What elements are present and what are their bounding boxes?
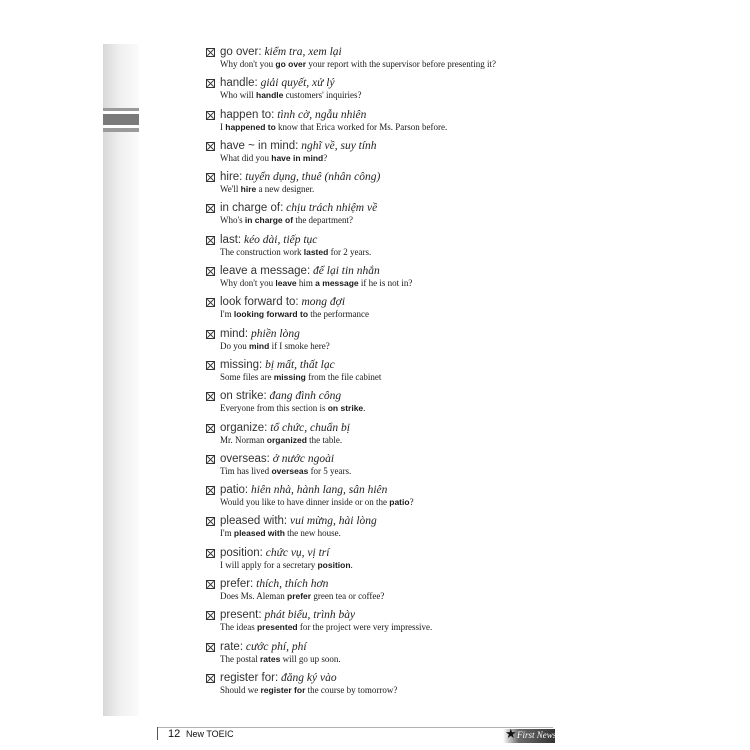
vocab-entry	[206, 264, 666, 295]
example-sentence	[220, 403, 666, 414]
vocab-entry	[206, 671, 666, 702]
example-keyword: on strike	[327, 403, 364, 414]
checkbox-cross-icon	[206, 111, 215, 120]
vocab-entry	[206, 608, 666, 639]
example-keyword: prefer	[287, 591, 312, 602]
vocab-heading	[220, 327, 666, 341]
vocab-meaning: chịu trách nhiệm về	[286, 202, 378, 215]
checkbox-cross-icon	[206, 455, 215, 464]
example-text: if I smoke here?	[269, 340, 330, 351]
example-text: green tea or coffee?	[311, 591, 385, 602]
example-sentence	[220, 184, 666, 195]
example-text: Tim has lived	[220, 465, 272, 476]
vocab-meaning: hiên nhà, hành lang, sân hiên	[251, 484, 388, 497]
example-sentence	[220, 497, 666, 508]
vocab-entry	[206, 452, 666, 483]
vocab-heading	[220, 389, 666, 403]
example-keyword: lasted	[303, 246, 329, 257]
vocab-entry	[206, 546, 666, 577]
example-text: I will apply for a secretary	[220, 559, 318, 570]
checkbox-cross-icon	[206, 580, 215, 589]
example-text: The construction work	[220, 246, 304, 257]
vocab-term: present:	[220, 609, 262, 622]
vocab-entry	[206, 483, 666, 514]
vocab-entry	[206, 640, 666, 671]
vocab-heading	[220, 421, 666, 435]
vocab-heading	[220, 608, 666, 622]
vocab-term: organize:	[220, 421, 268, 434]
example-text: your report with the supervisor before presenting it?	[306, 59, 497, 69]
example-text: Everyone from this section is	[220, 403, 328, 414]
vocab-meaning: ở nước ngoài	[272, 452, 335, 465]
vocab-meaning: phát biểu, trình bày	[264, 609, 356, 622]
example-keyword: presented	[256, 622, 298, 633]
example-text: will go up soon.	[280, 653, 341, 664]
example-keyword: in charge of	[244, 215, 294, 226]
vocab-term: overseas:	[220, 452, 270, 465]
example-sentence	[220, 247, 666, 258]
vocab-meaning: thích, thích hơn	[256, 578, 329, 591]
example-text: Should we	[220, 684, 261, 695]
vocab-term: register for:	[220, 671, 279, 684]
vocab-meaning: kiểm tra, xem lại	[264, 46, 342, 58]
vocab-entry	[206, 76, 666, 107]
example-text: Some files are	[220, 371, 274, 382]
vocab-heading	[220, 76, 666, 90]
vocab-heading	[220, 546, 666, 560]
example-keyword: have in mind	[271, 152, 324, 163]
example-text: the new house.	[284, 528, 341, 539]
vocab-heading	[220, 201, 666, 215]
vocab-meaning: đăng ký vào	[281, 671, 337, 684]
example-sentence	[220, 654, 666, 665]
vocab-term: on strike:	[220, 390, 267, 403]
example-keyword: happened to	[225, 121, 276, 132]
vocab-term: leave a message:	[220, 265, 311, 278]
example-sentence	[220, 309, 666, 320]
checkbox-cross-icon	[206, 611, 215, 620]
example-sentence	[220, 528, 666, 539]
checkbox-cross-icon	[206, 549, 215, 558]
checkbox-cross-icon	[206, 361, 215, 370]
vocab-heading	[220, 577, 666, 591]
example-text: the course by tomorrow?	[305, 684, 398, 695]
vocab-meaning: chức vụ, vị trí	[265, 546, 330, 559]
example-keyword: handle	[256, 90, 284, 101]
example-text: I'm	[220, 309, 234, 320]
page-number: 12	[168, 728, 181, 740]
checkbox-cross-icon	[206, 517, 215, 526]
checkbox-cross-icon	[206, 79, 215, 88]
example-text: ?	[323, 152, 328, 163]
side-margin-strip	[103, 44, 139, 716]
checkbox-cross-icon	[206, 674, 215, 683]
vocab-meaning: phiền lòng	[251, 327, 300, 340]
vocab-meaning: tổ chức, chuẩn bị	[270, 421, 350, 434]
vocab-term: look forward to:	[220, 296, 299, 309]
footer-rule	[157, 727, 553, 728]
example-keyword: position	[317, 559, 351, 570]
checkbox-cross-icon	[206, 204, 215, 213]
vocab-term: happen to:	[220, 108, 275, 121]
example-text: .	[350, 559, 353, 570]
vocab-meaning: để lại tin nhắn	[313, 265, 380, 278]
vocab-term: prefer:	[220, 578, 254, 591]
vocab-heading	[220, 139, 666, 153]
example-keyword: hire	[240, 184, 257, 195]
example-text: for the project were very impressive.	[297, 622, 433, 633]
example-text: The ideas	[220, 622, 257, 633]
example-text: the department?	[293, 215, 354, 226]
example-sentence	[220, 466, 666, 477]
vocab-heading	[220, 264, 666, 278]
example-text: The postal	[220, 653, 260, 664]
vocab-heading	[220, 233, 666, 247]
example-sentence	[220, 153, 666, 164]
example-keyword: pleased with	[233, 528, 285, 539]
example-text: Who will	[220, 90, 256, 101]
vocab-heading	[220, 483, 666, 497]
example-text: I'm	[220, 528, 234, 539]
vocab-entry	[206, 139, 666, 170]
vocabulary-list	[206, 45, 666, 702]
star-icon: ★	[505, 726, 517, 741]
vocab-heading	[220, 358, 666, 372]
example-sentence	[220, 59, 666, 70]
example-text: for 5 years.	[308, 465, 352, 476]
vocab-meaning: bị mất, thất lạc	[265, 358, 335, 371]
example-sentence	[220, 90, 666, 101]
example-text: Does Ms. Aleman	[220, 591, 287, 602]
example-keyword: organized	[266, 434, 307, 445]
vocab-term: pleased with:	[220, 515, 288, 528]
vocab-term: rate:	[220, 640, 244, 653]
vocab-term: in charge of:	[220, 202, 284, 215]
example-text: the performance	[308, 309, 369, 320]
example-text: Mr. Norman	[220, 434, 267, 445]
vocab-heading	[220, 640, 666, 654]
vocab-entry	[206, 108, 666, 139]
vocab-heading	[220, 45, 666, 59]
example-text: from the file cabinet	[305, 371, 382, 382]
publisher-logo	[503, 726, 557, 743]
checkbox-cross-icon	[206, 486, 215, 495]
vocab-heading	[220, 514, 666, 528]
example-keyword: leave	[275, 278, 297, 289]
example-keyword: looking forward to	[233, 309, 309, 320]
vocab-meaning: nghĩ về, suy tính	[301, 139, 377, 152]
vocab-meaning: vui mừng, hài lòng	[290, 515, 377, 528]
vocab-entry	[206, 233, 666, 264]
checkbox-cross-icon	[206, 142, 215, 151]
example-text: customers' inquiries?	[283, 90, 362, 101]
vocab-meaning: đang đình công	[269, 390, 342, 403]
vocab-term: last:	[220, 233, 242, 246]
vocab-term: handle:	[220, 77, 258, 90]
checkbox-cross-icon	[206, 173, 215, 182]
vocab-term: position:	[220, 546, 263, 559]
example-sentence	[220, 215, 666, 226]
vocab-meaning: kéo dài, tiếp tục	[243, 233, 318, 246]
vocab-entry	[206, 327, 666, 358]
example-text: know that Erica worked for Ms. Parson before.	[275, 121, 448, 132]
example-keyword: go over	[275, 59, 307, 69]
example-keyword: rates	[260, 653, 281, 664]
example-sentence	[220, 435, 666, 446]
example-text: the table.	[306, 434, 343, 445]
vocab-entry	[206, 45, 666, 76]
vocab-entry	[206, 514, 666, 545]
example-text: What did you	[220, 152, 272, 163]
example-text: Why don't you	[220, 278, 276, 289]
checkbox-cross-icon	[206, 330, 215, 339]
vocab-meaning: tuyển dụng, thuê (nhân công)	[245, 171, 381, 184]
example-sentence	[220, 591, 666, 602]
example-sentence	[220, 122, 666, 133]
vocab-term: patio:	[220, 484, 249, 497]
example-keyword: overseas	[271, 465, 309, 476]
example-keyword: missing	[273, 371, 306, 382]
example-text: for 2 years.	[328, 246, 372, 257]
example-sentence	[220, 372, 666, 383]
vocab-entry	[206, 201, 666, 232]
example-text: Would you like to have dinner inside or on the	[220, 497, 390, 508]
checkbox-cross-icon	[206, 48, 215, 57]
vocab-heading	[220, 170, 666, 184]
example-text: him	[296, 278, 316, 289]
example-keyword: mind	[249, 340, 270, 351]
example-text: We'll	[220, 184, 241, 195]
checkbox-cross-icon	[206, 424, 215, 433]
example-text: if he is not in?	[358, 278, 413, 289]
vocab-term: go over:	[220, 46, 262, 58]
vocab-term: hire:	[220, 171, 243, 184]
example-text: Do you	[220, 340, 249, 351]
example-text: a new designer.	[256, 184, 315, 195]
example-keyword: register for	[260, 684, 306, 695]
vocab-heading	[220, 671, 666, 685]
example-sentence	[220, 622, 666, 633]
vocab-term: have ~ in mind:	[220, 139, 299, 152]
vocab-entry	[206, 358, 666, 389]
example-text: ?	[409, 497, 414, 508]
example-keyword: a message	[315, 278, 359, 289]
vocab-heading	[220, 452, 666, 466]
vocab-entry	[206, 421, 666, 452]
example-sentence	[220, 560, 666, 571]
example-sentence	[220, 341, 666, 352]
checkbox-cross-icon	[206, 298, 215, 307]
checkbox-cross-icon	[206, 392, 215, 401]
book-title: New TOEIC	[186, 729, 234, 739]
vocab-entry	[206, 389, 666, 420]
checkbox-cross-icon	[206, 643, 215, 652]
example-text: I	[220, 121, 226, 132]
vocab-term: missing:	[220, 358, 263, 371]
vocab-entry	[206, 577, 666, 608]
vocab-meaning: cước phí, phí	[245, 640, 307, 653]
checkbox-cross-icon	[206, 236, 215, 245]
checkbox-cross-icon	[206, 267, 215, 276]
vocab-meaning: mong đợi	[301, 296, 346, 309]
side-margin-band	[103, 108, 139, 132]
publisher-name: First News	[517, 730, 557, 740]
vocab-heading	[220, 108, 666, 122]
example-sentence	[220, 685, 666, 696]
example-text: Why don't you	[220, 59, 276, 69]
example-text: .	[363, 403, 366, 414]
example-text: Who's	[220, 215, 245, 226]
vocab-entry	[206, 295, 666, 326]
example-keyword: patio	[389, 497, 410, 508]
vocab-heading	[220, 295, 666, 309]
vocab-term: mind:	[220, 327, 249, 340]
vocab-meaning: giải quyết, xử lý	[260, 77, 335, 90]
vocab-entry	[206, 170, 666, 201]
vocab-meaning: tình cờ, ngẫu nhiên	[277, 108, 367, 121]
footer-divider	[157, 727, 158, 740]
example-sentence	[220, 278, 666, 289]
